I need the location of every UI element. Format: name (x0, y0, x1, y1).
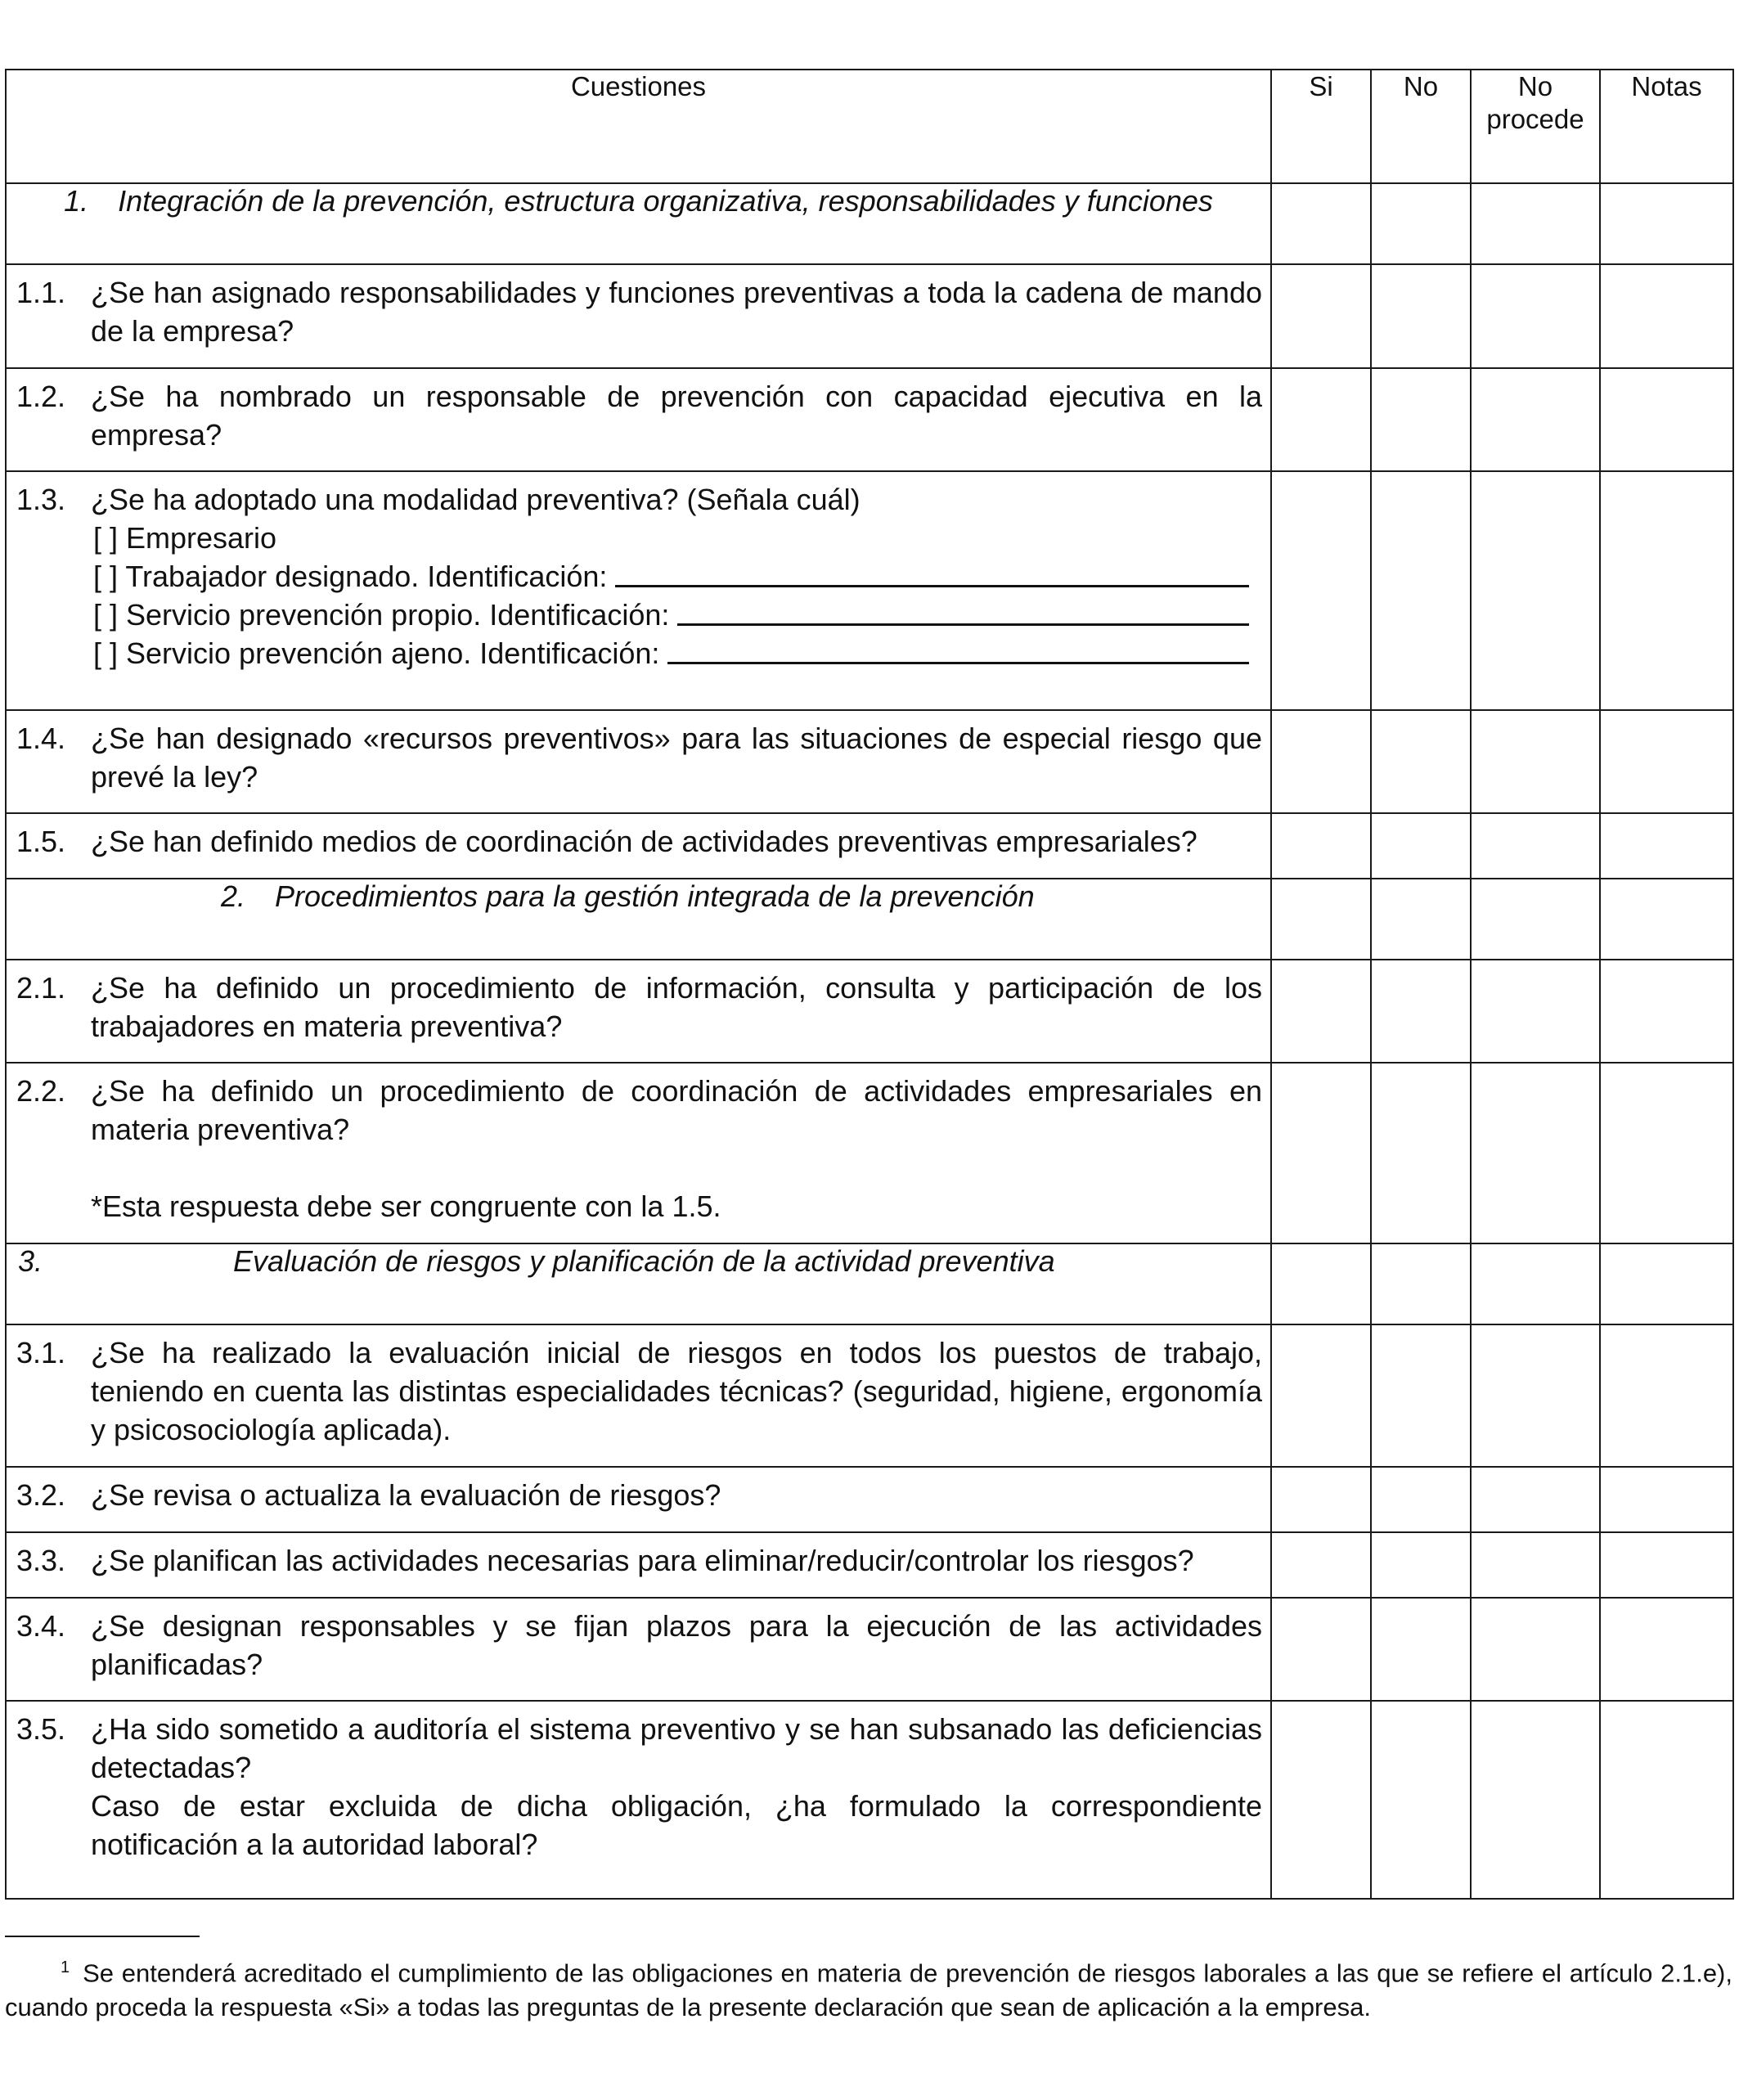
answer-not-applicable-cell[interactable] (1471, 183, 1600, 264)
question-row (6, 710, 1733, 813)
answer-yes-cell[interactable] (1271, 368, 1371, 471)
question-cell (6, 1467, 1271, 1532)
question-row (6, 1532, 1733, 1598)
question-body (91, 1541, 1270, 1580)
question-text: ¿Se ha definido un procedimiento de información, consulta y participación de los trabajadores en materia preventiva? (91, 971, 1262, 1043)
notes-cell[interactable] (1600, 1467, 1733, 1532)
answer-no-cell[interactable] (1371, 264, 1471, 368)
question-text: ¿Se ha definido un procedimiento de coordinación de actividades empresariales en materia preventiva? (91, 1074, 1262, 1146)
question-row (6, 1324, 1733, 1467)
question-cell (6, 960, 1271, 1063)
option-label: [ ] Empresario (93, 521, 277, 555)
answer-yes-cell[interactable] (1271, 1532, 1371, 1598)
answer-no-cell[interactable] (1371, 1701, 1471, 1899)
question-number: 1.2. (16, 380, 66, 413)
question-row (6, 1467, 1733, 1532)
question-row (6, 264, 1733, 368)
question-note: *Esta respuesta debe ser congruente con la 1.5. (91, 1189, 721, 1223)
option-list (91, 519, 1262, 672)
question-cell (6, 1598, 1271, 1701)
answer-yes-cell[interactable] (1271, 1467, 1371, 1532)
notes-cell[interactable] (1600, 183, 1733, 264)
question (7, 1468, 1270, 1514)
answer-no-cell[interactable] (1371, 471, 1471, 710)
question-number: 3.3. (16, 1544, 66, 1577)
header-row (6, 70, 1733, 183)
question (7, 1599, 1270, 1684)
question-row (6, 960, 1733, 1063)
answer-no-cell[interactable] (1371, 1598, 1471, 1701)
question (7, 1533, 1270, 1580)
answer-no-cell[interactable] (1371, 183, 1471, 264)
section-heading (7, 879, 1270, 914)
answer-no-cell[interactable] (1371, 1243, 1471, 1324)
question-number: 2.1. (16, 971, 66, 1005)
option-label: [ ] Trabajador designado. Identificación: (93, 560, 608, 593)
question-body (91, 1072, 1270, 1225)
answer-not-applicable-cell[interactable] (1471, 1324, 1600, 1467)
question-row (6, 1701, 1733, 1899)
answer-not-applicable-cell[interactable] (1471, 264, 1600, 368)
question-cell (6, 1701, 1271, 1899)
answer-no-cell[interactable] (1371, 1532, 1471, 1598)
question-cell (6, 368, 1271, 471)
question-text: ¿Se designan responsables y se fijan plazos para la ejecución de las actividades planificadas? (91, 1609, 1262, 1681)
notes-cell[interactable] (1600, 813, 1733, 879)
question-body (91, 1607, 1270, 1684)
section-number: 1. (64, 184, 89, 218)
answer-not-applicable-cell[interactable] (1471, 368, 1600, 471)
question-text: ¿Se han definido medios de coordinación de actividades preventivas empresariales? (91, 825, 1198, 858)
section-title: Procedimientos para la gestión integrada de la prevención (275, 879, 1035, 913)
question (7, 265, 1270, 350)
answer-yes-cell[interactable] (1271, 813, 1371, 879)
answer-not-applicable-cell[interactable] (1471, 1532, 1600, 1598)
question-number: 3.1. (16, 1336, 66, 1369)
question-cell (6, 813, 1271, 879)
answer-yes-cell[interactable] (1271, 264, 1371, 368)
question (7, 711, 1270, 796)
answer-yes-cell[interactable] (1271, 960, 1371, 1063)
answer-no-cell[interactable] (1371, 368, 1471, 471)
question-text: ¿Se ha realizado la evaluación inicial de riesgos en todos los puestos de trabajo, teniendo en cuenta las distintas especialidades técnicas? (seguridad, higiene, ergonomía y psicosociología aplicada). (91, 1336, 1262, 1446)
question-body (91, 1710, 1270, 1864)
question-row (6, 1063, 1733, 1243)
answer-no-cell[interactable] (1371, 813, 1471, 879)
question (7, 1063, 1270, 1225)
section-heading (7, 1244, 1270, 1279)
identification-blank-line[interactable] (677, 623, 1249, 626)
footnote-mark: 1 (61, 1958, 70, 1976)
question-cell (6, 1324, 1271, 1467)
question-body (91, 480, 1270, 672)
question (7, 1702, 1270, 1864)
answer-no-cell[interactable] (1371, 710, 1471, 813)
notes-cell[interactable] (1600, 1701, 1733, 1899)
question-text: ¿Se han designado «recursos preventivos» para las situaciones de especial riesgo que prevé la ley? (91, 722, 1262, 794)
answer-yes-cell[interactable] (1271, 879, 1371, 960)
section-title-cell (6, 879, 1271, 960)
answer-yes-cell[interactable] (1271, 1324, 1371, 1467)
answer-no-cell[interactable] (1371, 960, 1471, 1063)
answer-not-applicable-cell[interactable] (1471, 710, 1600, 813)
notes-cell[interactable] (1600, 710, 1733, 813)
question-row (6, 368, 1733, 471)
header-not-applicable (1471, 70, 1600, 183)
notes-cell[interactable] (1600, 1598, 1733, 1701)
section-row (6, 879, 1733, 960)
notes-cell[interactable] (1600, 368, 1733, 471)
question-body (91, 1476, 1270, 1514)
option-item[interactable] (93, 634, 1262, 672)
identification-blank-line[interactable] (615, 585, 1249, 587)
question-text: ¿Ha sido sometido a auditoría el sistema preventivo y se han subsanado las deficiencias detectadas? (91, 1712, 1262, 1784)
section-row (6, 183, 1733, 264)
section-title-cell (6, 1243, 1271, 1324)
question-text: ¿Se planifican las actividades necesarias para eliminar/reducir/controlar los riesgos? (91, 1544, 1194, 1577)
answer-yes-cell[interactable] (1271, 183, 1371, 264)
question (7, 369, 1270, 454)
question-cell (6, 264, 1271, 368)
notes-cell[interactable] (1600, 960, 1733, 1063)
question-body (91, 719, 1270, 796)
declaration-table (5, 69, 1734, 1900)
question-row (6, 813, 1733, 879)
answer-not-applicable-cell[interactable] (1471, 471, 1600, 710)
question-body (91, 377, 1270, 454)
question-number: 1.3. (16, 483, 66, 516)
section-title: Evaluación de riesgos y planificación de la actividad preventiva (233, 1244, 1055, 1278)
question-number: 3.2. (16, 1478, 66, 1512)
option-label: [ ] Servicio prevención propio. Identificación: (93, 598, 670, 632)
section-title-cell (6, 183, 1271, 264)
section-heading (7, 184, 1270, 218)
question-body (91, 969, 1270, 1046)
question-cell (6, 1063, 1271, 1243)
question (7, 472, 1270, 672)
question-number: 1.5. (16, 825, 66, 858)
identification-blank-line[interactable] (667, 662, 1249, 664)
header-notes: Notas (1600, 70, 1733, 183)
option-label: [ ] Servicio prevención ajeno. Identificación: (93, 636, 660, 670)
notes-cell[interactable] (1600, 1243, 1733, 1324)
question-row (6, 471, 1733, 710)
question-number: 2.2. (16, 1074, 66, 1108)
answer-yes-cell[interactable] (1271, 1598, 1371, 1701)
answer-not-applicable-cell[interactable] (1471, 1701, 1600, 1899)
question-number: 1.1. (16, 276, 66, 309)
answer-not-applicable-cell[interactable] (1471, 1598, 1600, 1701)
section-title: Integración de la prevención, estructura organizativa, responsabilidades y funciones (118, 184, 1213, 218)
question-row (6, 1598, 1733, 1701)
question (7, 814, 1270, 861)
notes-cell[interactable] (1600, 471, 1733, 710)
notes-cell[interactable] (1600, 1324, 1733, 1467)
question-body (91, 273, 1270, 350)
question-cell (6, 1532, 1271, 1598)
answer-not-applicable-cell[interactable] (1471, 879, 1600, 960)
question-text: ¿Se ha adoptado una modalidad preventiva? (Señala cuál) (91, 483, 861, 516)
option-item[interactable] (93, 557, 1262, 596)
question-number: 3.5. (16, 1712, 66, 1746)
answer-yes-cell[interactable] (1271, 1243, 1371, 1324)
notes-cell[interactable] (1600, 1063, 1733, 1243)
question-body (91, 1333, 1270, 1449)
question-cell (6, 710, 1271, 813)
footnote-text: Se entenderá acreditado el cumplimiento de las obligaciones en materia de prevención de riesgos laborales a las que se refiere el artículo 2.1.e), cuando proceda la respuesta «Si» a todas las preguntas de la presente declaración que sean de aplicación a la empresa. (5, 1958, 1732, 2022)
question-extra: Caso de estar excluida de dicha obligación, ¿ha formulado la correspondiente notificación a la autoridad laboral? (91, 1789, 1262, 1861)
answer-not-applicable-cell[interactable] (1471, 960, 1600, 1063)
answer-not-applicable-cell[interactable] (1471, 1063, 1600, 1243)
answer-not-applicable-cell[interactable] (1471, 1467, 1600, 1532)
question-number: 3.4. (16, 1609, 66, 1643)
answer-no-cell[interactable] (1371, 879, 1471, 960)
footnote-rule (5, 1936, 200, 1937)
notes-cell[interactable] (1600, 1532, 1733, 1598)
answer-yes-cell[interactable] (1271, 710, 1371, 813)
answer-yes-cell[interactable] (1271, 1063, 1371, 1243)
question-cell (6, 471, 1271, 710)
option-item[interactable] (93, 596, 1262, 634)
answer-yes-cell[interactable] (1271, 1701, 1371, 1899)
answer-yes-cell[interactable] (1271, 471, 1371, 710)
header-no: No (1371, 70, 1471, 183)
question-text: ¿Se ha nombrado un responsable de prevención con capacidad ejecutiva en la empresa? (91, 380, 1262, 452)
question-text: ¿Se revisa o actualiza la evaluación de riesgos? (91, 1478, 721, 1512)
header-yes: Si (1271, 70, 1371, 183)
question-number: 1.4. (16, 722, 66, 755)
section-number: 3. (18, 1244, 43, 1278)
section-number: 2. (221, 879, 246, 913)
answer-no-cell[interactable] (1371, 1324, 1471, 1467)
header-not-applicable-label: No procede (1486, 71, 1584, 134)
question-text: ¿Se han asignado responsabilidades y funciones preventivas a toda la cadena de mando de la empresa? (91, 276, 1262, 348)
answer-not-applicable-cell[interactable] (1471, 1243, 1600, 1324)
question (7, 1325, 1270, 1449)
option-item[interactable] (93, 519, 1262, 557)
answer-not-applicable-cell[interactable] (1471, 813, 1600, 879)
answer-no-cell[interactable] (1371, 1063, 1471, 1243)
answer-no-cell[interactable] (1371, 1467, 1471, 1532)
header-questions: Cuestiones (6, 70, 1271, 183)
footnote (5, 1950, 1732, 2025)
notes-cell[interactable] (1600, 264, 1733, 368)
question (7, 960, 1270, 1046)
notes-cell[interactable] (1600, 879, 1733, 960)
section-row (6, 1243, 1733, 1324)
question-body (91, 822, 1270, 861)
